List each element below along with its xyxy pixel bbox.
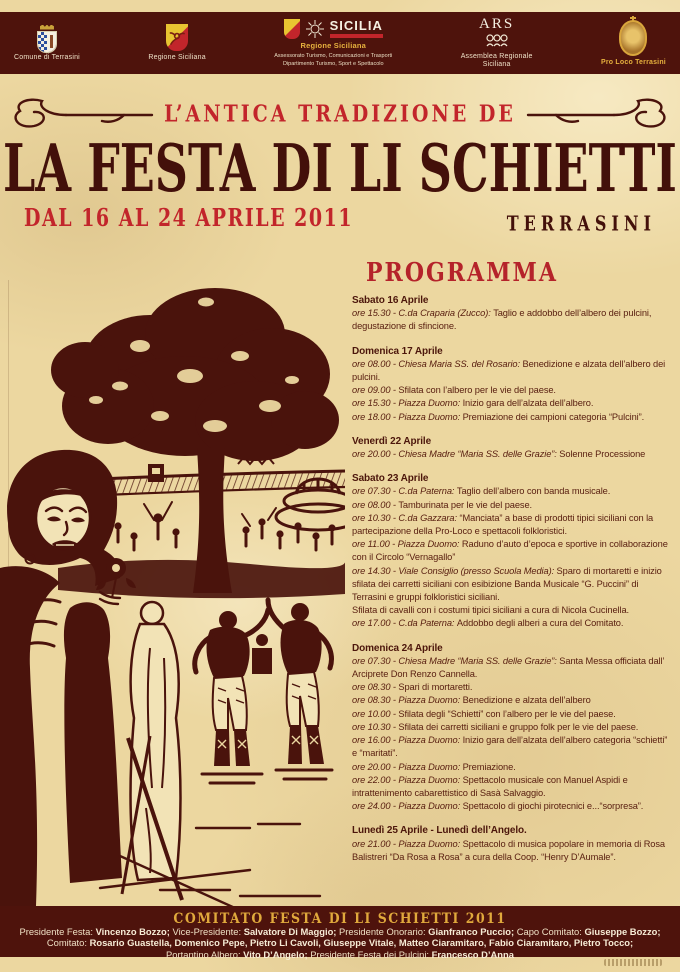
sicilia-brand: SICILIA bbox=[329, 18, 383, 33]
program-event: ore 11.00 - Piazza Duomo: Raduno d’auto d’epoca e sportive in collaborazione con il Circolo “Vernagallo” bbox=[352, 539, 668, 563]
program-event: ore 09.00 - Sfilata con l’albero per le vie del paese. bbox=[352, 385, 556, 396]
program-event: ore 20.00 - Chiesa Madre “Maria SS. delle Grazie”: Solenne Processione bbox=[352, 449, 646, 460]
program-event: ore 08.00 - Tamburinata per le vie del paese. bbox=[352, 499, 533, 510]
printer-credit-watermark bbox=[604, 959, 662, 966]
program-day bbox=[352, 435, 672, 461]
logo-label: Assemblea Regionale Siciliana bbox=[460, 53, 533, 68]
ars-ornament-icon bbox=[484, 34, 510, 50]
footer-committee-lines bbox=[0, 926, 680, 960]
program-day-title: Lunedì 25 Aprile - Lunedì dell’Angelo. bbox=[352, 825, 527, 837]
trinacria-flag-icon bbox=[166, 24, 188, 51]
footer-band bbox=[0, 906, 680, 960]
trinacria-flag-icon bbox=[284, 19, 300, 39]
program-day-title: Domenica 17 Aprile bbox=[352, 345, 443, 357]
flourish-left-icon bbox=[4, 97, 154, 131]
program-day-title: Sabato 23 Aprile bbox=[352, 473, 429, 485]
footer-title: COMITATO FESTA DI LI SCHIETTI 2011 bbox=[173, 909, 507, 927]
program-event: ore 10.30 - Sfilata dei carretti siciliani e gruppo folk per le vie del paese. bbox=[352, 721, 639, 732]
festival-place: TERRASINI bbox=[506, 211, 656, 236]
logo-pro-loco-terrasini bbox=[601, 20, 666, 67]
pro-loco-emblem-icon bbox=[619, 20, 647, 56]
logo-comune-di-terrasini bbox=[14, 25, 80, 62]
logo-label: Pro Loco Terrasini bbox=[601, 58, 666, 66]
program-day bbox=[352, 294, 672, 334]
footer-line: Presidente Festa: Vincenzo Bozzo; Vice-Presidente: Salvatore Di Maggio; Presidente Onorario: Gianfranco Puccio; Capo Comitato: Giuseppe Bozzo; bbox=[19, 926, 661, 937]
program-day bbox=[352, 824, 672, 864]
dancer-man-b bbox=[268, 600, 332, 779]
logo-label: Regione Siciliana bbox=[148, 54, 206, 61]
program-event: ore 22.00 - Piazza Duomo: Spettacolo musicale con Manuel Aspidi e intrattenimento cabarettistico di Sasà Salvaggio. bbox=[352, 774, 628, 798]
program-day bbox=[352, 472, 672, 630]
program-day-title: Domenica 24 Aprile bbox=[352, 642, 443, 654]
poster-title: LA FESTA DI LI SCHIETTI bbox=[3, 130, 677, 207]
program-event: ore 08.30 - Spari di mortaretti. bbox=[352, 682, 473, 693]
footer-line: Comitato: Rosario Guastella, Domenico Pepe, Pietro Li Cavoli, Giuseppe Vitale, Matteo Ciaramitaro, Fabio Ciaramitaro, Pietro Tocco; bbox=[46, 937, 634, 949]
woodcut-illustration bbox=[0, 268, 345, 906]
logo-label: Regione Siciliana bbox=[300, 41, 367, 50]
terrasini-crest-icon bbox=[37, 25, 57, 51]
title-overline-row bbox=[0, 97, 680, 131]
assessorato-line: Assessorato Turismo, Comunicazioni e Trasporti bbox=[274, 53, 393, 59]
logo-label: Comune di Terrasini bbox=[14, 53, 80, 61]
logo-regione-siciliana-flag bbox=[148, 24, 206, 62]
program-days bbox=[352, 294, 672, 864]
header-logo-band bbox=[0, 12, 680, 74]
program-event: ore 10.30 - C.da Gazzara: “Manciata” a base di prodotti tipici siciliani con la partecipazione della Pro-Loco e spettacoli folkloristici. bbox=[352, 512, 654, 537]
program-day bbox=[352, 642, 672, 814]
tree-trunk bbox=[193, 448, 232, 593]
outlined-dancer bbox=[122, 602, 182, 900]
sun-icon bbox=[305, 19, 325, 39]
dipartimento-line: Dipartimento Turismo, Sport e Spettacolo bbox=[282, 60, 384, 67]
gowned-woman bbox=[64, 602, 122, 883]
program-day-title: Venerdì 22 Aprile bbox=[352, 435, 432, 447]
program-event: ore 07.30 - C.da Paterna: Taglio dell’albero con banda musicale. bbox=[352, 486, 611, 497]
logo-ars bbox=[461, 17, 533, 69]
program-event: ore 08.30 - Piazza Duomo: Benedizione e alzata dell’albero bbox=[352, 695, 591, 706]
program-event: ore 10.00 - Sfilata degli “Schietti” con l’albero per le vie del paese. bbox=[352, 708, 616, 719]
logo-regione-siciliana-assessorato bbox=[274, 19, 392, 67]
program-event: ore 15.30 - Piazza Duomo: Inizio gara dell’alzata dell’albero. bbox=[352, 398, 594, 409]
flourish-right-icon bbox=[526, 97, 676, 131]
program-day-title: Sabato 16 Aprile bbox=[352, 295, 429, 306]
dancer-man-a bbox=[195, 610, 268, 783]
program-event: ore 20.00 - Piazza Duomo: Premiazione. bbox=[352, 761, 516, 772]
program-event: ore 17.00 - C.da Paterna: Addobbo degli alberi a cura del Comitato. bbox=[352, 618, 624, 629]
background-figure bbox=[252, 634, 272, 674]
program-event: ore 08.00 - Chiesa Maria SS. del Rosario: Benedizione e alzata dell’albero dei pulcini. bbox=[352, 358, 666, 383]
program-event: ore 16.00 - Piazza Duomo: Inizio gara dell’alzata dell’albero categoria “schietti” e “maritati”. bbox=[352, 735, 668, 759]
program-event: ore 21.00 - Piazza Duomo: Spettacolo di musica popolare in memoria di Rosa Balistreri “Da Rosa a Rosa” a cura della Coop. “Henry D’Aumale”. bbox=[352, 838, 665, 862]
ars-brand: ARS bbox=[479, 16, 515, 32]
program-heading: PROGRAMMA bbox=[366, 257, 558, 289]
program-day bbox=[352, 345, 672, 424]
program-event: ore 24.00 - Piazza Duomo: Spettacolo di giochi pirotecnici e...“sorpresa”. bbox=[352, 801, 644, 812]
program-event: Sfilata di cavalli con i costumi tipici siciliani a cura di Nicola Cucinella. bbox=[352, 605, 630, 616]
title-overline: L’ANTICA TRADIZIONE DE bbox=[164, 100, 516, 128]
program-event: ore 18.00 - Piazza Duomo: Premiazione dei campioni categoria “Pulcini”. bbox=[352, 411, 645, 422]
festival-dates: DAL 16 AL 24 APRILE 2011 bbox=[24, 204, 354, 233]
sicilia-tagline-bar bbox=[330, 34, 383, 38]
footer-line: Portantino Albero: Vito D’Angelo; Presidente Festa dei Pulcini: Francesco D’Anna bbox=[166, 948, 514, 960]
program-event: ore 15.30 - C.da Craparia (Zucco): Taglio e addobbo dell’albero dei pulcini, degustazione di sfincione. bbox=[352, 308, 652, 332]
program-event: ore 14.30 - Viale Consiglio (presso Scuola Media): Sparo di mortaretti e inizio sfilata dei carretti siciliani con esibizione Banda Musicale “G. Puccini” di Terrasini e gruppi folkloristici siciliani. bbox=[352, 565, 662, 603]
program-event: ore 07.30 - Chiesa Madre “Maria SS. delle Grazie”: Santa Messa officiata dall’ Arciprete Don Renzo Cannella. bbox=[352, 655, 665, 680]
